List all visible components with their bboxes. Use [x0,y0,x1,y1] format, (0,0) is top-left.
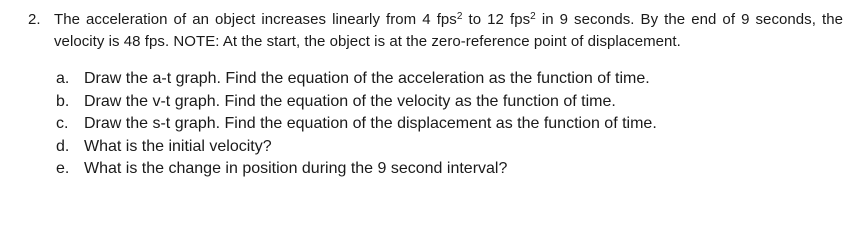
statement-text-1: The acceleration of an object increases linearly from 4 fps [54,11,457,28]
sub-question-letter: c. [56,115,69,132]
statement-text-3: in 9 seconds. By the end of 9 seconds, the velocity is 48 fps. NOTE: At the start, the object is at the zero-reference point of displacement. [54,11,843,50]
sub-question-d [56,136,657,159]
sub-question-text: Draw the s-t graph. Find the equation of the displacement as the function of time. [84,115,657,132]
problem-number: 2. [28,11,41,28]
sub-question-text: Draw the a-t graph. Find the equation of the acceleration as the function of time. [84,70,650,87]
squared-superscript-2: 2 [530,11,536,22]
squared-superscript-1: 2 [456,11,463,22]
sub-question-text: Draw the v-t graph. Find the equation of the velocity as the function of time. [84,92,616,110]
sub-question-letter: b. [56,92,70,110]
sub-question-c [56,113,657,136]
sub-question-b [56,91,657,114]
sub-question-letter: d. [56,137,70,155]
sub-question-letter: e. [56,160,70,177]
statement-text-2: to 12 fps [462,11,531,28]
sub-question-letter: a. [56,70,70,87]
sub-question-a [56,68,657,91]
sub-question-text: What is the initial velocity? [84,137,272,155]
sub-question-list [56,68,657,181]
sub-question-e [56,158,657,181]
problem-2 [28,9,843,52]
sub-question-text: What is the change in position during the 9 second interval? [84,160,508,177]
problem-statement [54,9,843,52]
